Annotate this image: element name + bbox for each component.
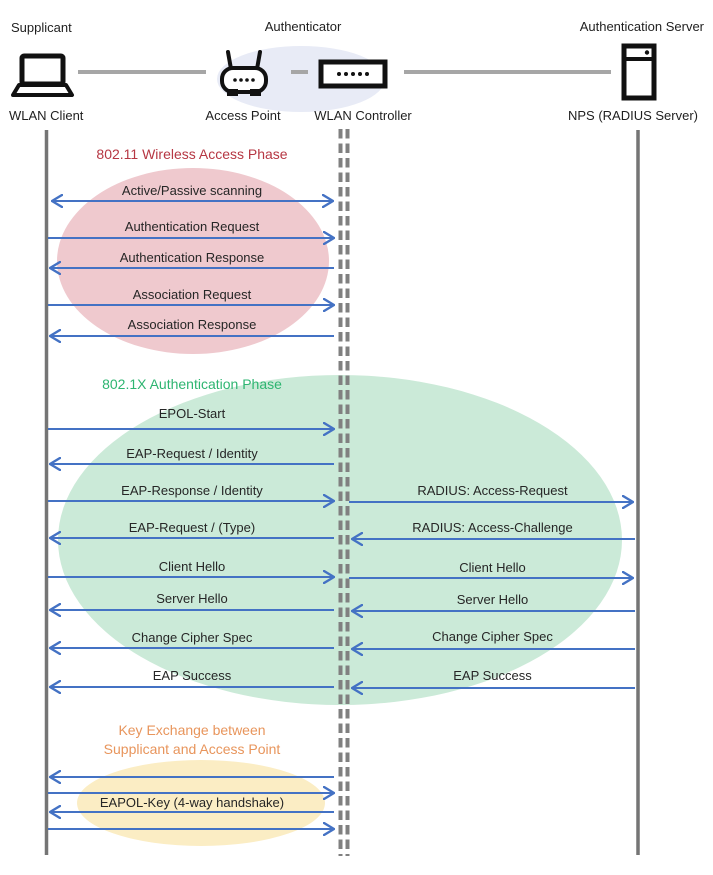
msg-change-cipher-spec-left-label: Change Cipher Spec <box>131 630 253 645</box>
msg-association-request-label: Association Request <box>132 287 252 302</box>
msg-eap-response-identity-label: EAP-Response / Identity <box>121 483 263 498</box>
phase3-title-line2: Supplicant and Access Point <box>103 741 281 757</box>
msg-authentication-response-label: Authentication Response <box>119 250 265 265</box>
msg-eap-request-type-label: EAP-Request / (Type) <box>128 520 256 535</box>
role-supplicant-label: Supplicant <box>11 20 72 35</box>
msg-eap-success-right-label: EAP Success <box>453 668 532 683</box>
wlan-controller-icon <box>318 59 388 89</box>
msg-change-cipher-spec-right-label: Change Cipher Spec <box>432 629 553 644</box>
access-point-icon <box>216 48 272 100</box>
msg-server-hello-left-label: Server Hello <box>156 591 228 606</box>
access-point-label: Access Point <box>205 108 281 123</box>
phase2-title: 802.1X Authentication Phase <box>102 376 282 392</box>
server-icon <box>620 43 658 101</box>
msg-authentication-request-label: Authentication Request <box>124 219 260 234</box>
msg-radius-access-challenge-label: RADIUS: Access-Challenge <box>412 520 573 535</box>
msg-eap-request-identity-label: EAP-Request / Identity <box>126 446 258 461</box>
msg-eap-success-left-label: EAP Success <box>152 668 232 683</box>
role-authentication-server-label: Authentication Server <box>579 19 704 34</box>
laptop-icon <box>11 52 75 100</box>
msg-active-passive-scanning-label: Active/Passive scanning <box>121 183 263 198</box>
wlan-controller-label: WLAN Controller <box>314 108 412 123</box>
msg-association-response-label: Association Response <box>127 317 257 332</box>
phase1-title: 802.11 Wireless Access Phase <box>96 146 288 162</box>
msg-eapol-key-handshake-label: EAPOL-Key (4-way handshake) <box>99 795 285 810</box>
msg-server-hello-right-label: Server Hello <box>456 592 529 607</box>
role-authenticator-label: Authenticator <box>264 19 342 34</box>
phase3-title-line1: Key Exchange between <box>118 722 266 738</box>
msg-radius-access-request-label: RADIUS: Access-Request <box>417 483 568 498</box>
msg-client-hello-left-label: Client Hello <box>158 559 226 574</box>
nps-radius-server-label: NPS (RADIUS Server) <box>567 108 699 123</box>
msg-client-hello-right-label: Client Hello <box>459 560 526 575</box>
wlan-client-label: WLAN Client <box>9 108 84 123</box>
msg-epol-start-label: EPOL-Start <box>158 406 226 421</box>
